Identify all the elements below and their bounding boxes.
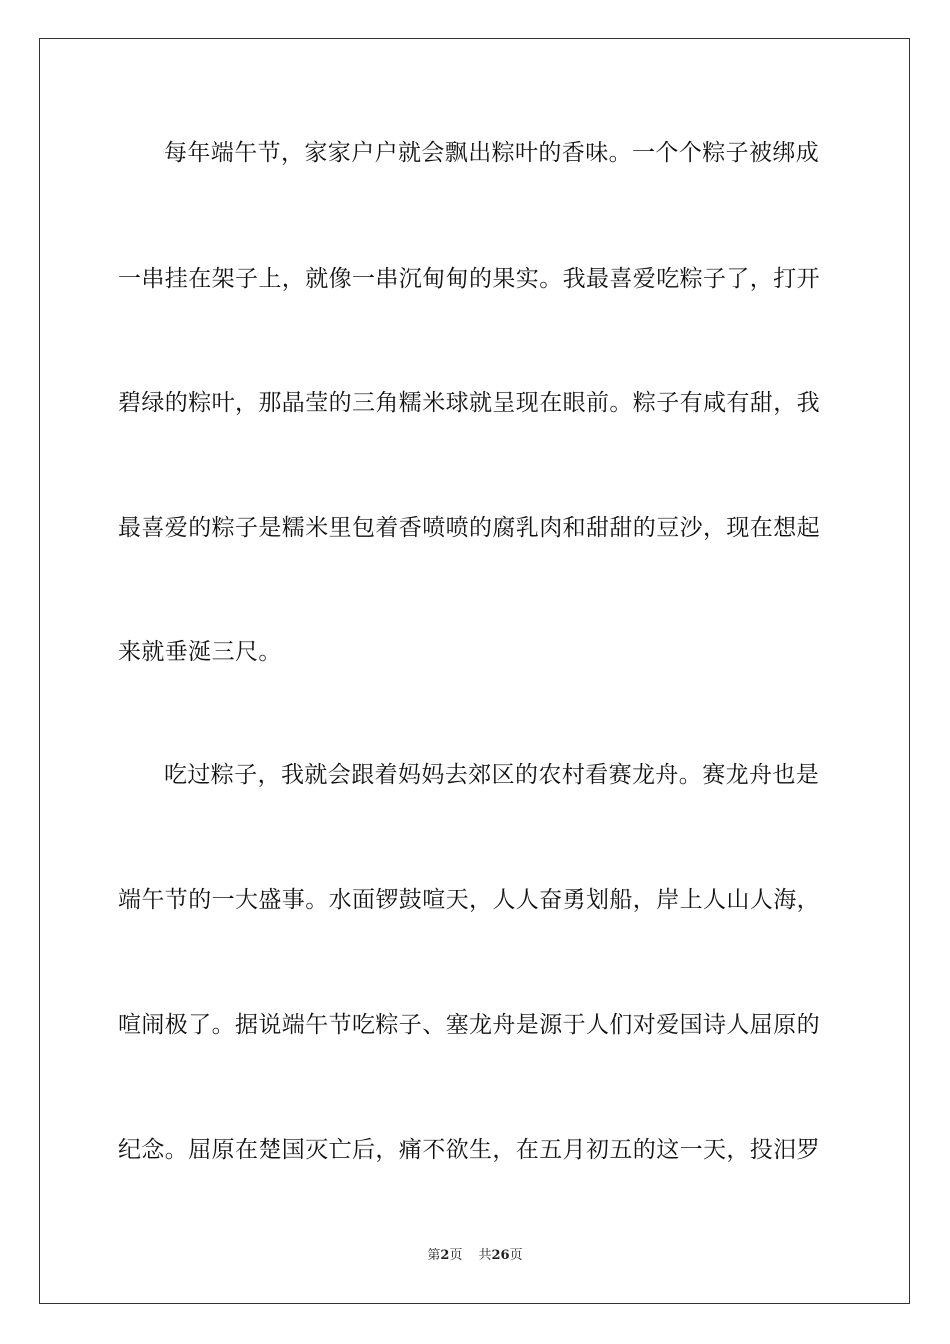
footer-total-prefix: 共 <box>478 1248 492 1263</box>
paragraph-1-line-5: 来就垂涎三尺。 <box>118 639 282 665</box>
footer-total-pages: 26 <box>491 1248 510 1263</box>
paragraph-2-line-2: 端午节的一大盛事。水面锣鼓喧天，人人奋勇划船，岸上人山人海， <box>118 887 820 913</box>
paragraph-2-line-4: 纪念。屈原在楚国灭亡后，痛不欲生，在五月初五的这一天，投汨罗 <box>118 1137 820 1163</box>
paragraph-1-line-3: 碧绿的粽叶，那晶莹的三角糯米球就呈现在眼前。粽子有咸有甜，我 <box>118 390 820 416</box>
paragraph-1-line-1: 每年端午节，家家户户就会飘出粽叶的香味。一个个粽子被绑成 <box>164 140 820 166</box>
footer-page-number: 2 <box>440 1248 450 1263</box>
footer-total-suffix: 页 <box>509 1248 523 1263</box>
paragraph-1-line-2: 一串挂在架子上，就像一串沉甸甸的果实。我最喜爱吃粽子了，打开 <box>118 266 820 292</box>
paragraph-1-line-4: 最喜爱的粽子是糯米里包着香喷喷的腐乳肉和甜甜的豆沙，现在想起 <box>118 515 820 541</box>
footer-page-suffix: 页 <box>449 1248 463 1263</box>
page-footer <box>0 1247 950 1265</box>
footer-page-prefix: 第 <box>427 1248 441 1263</box>
paragraph-2-line-3: 喧闹极了。据说端午节吃粽子、塞龙舟是源于人们对爱国诗人屈原的 <box>118 1012 820 1038</box>
paragraph-2-line-1: 吃过粽子，我就会跟着妈妈去郊区的农村看赛龙舟。赛龙舟也是 <box>164 762 820 788</box>
page-border <box>39 38 910 1304</box>
